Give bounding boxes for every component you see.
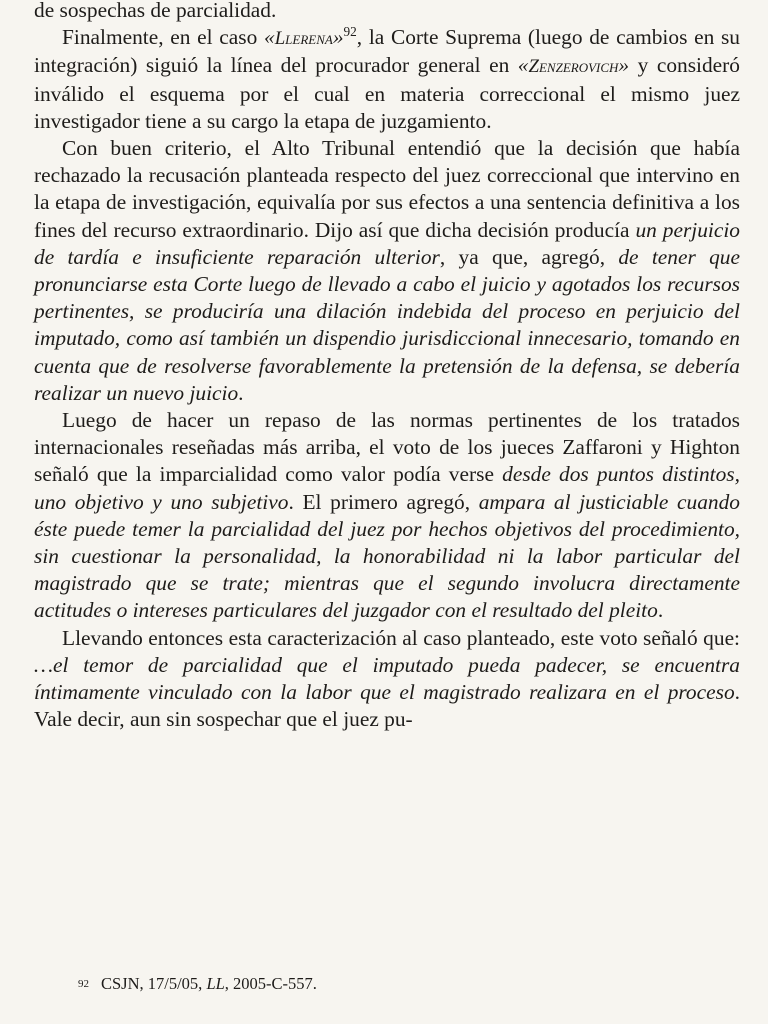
text-run: . (657, 598, 664, 623)
footnote (78, 974, 317, 994)
case-name: Zenzerovich (528, 56, 619, 78)
text-run: Llevando entonces esta caracterización al caso planteado, este voto señaló que: (62, 625, 740, 650)
paragraph (34, 24, 740, 135)
paragraph (34, 407, 740, 625)
text-run: Con buen criterio, el Alto Tribunal entendió que la decisión que había rechazado la recusación planteada respecto del juez correccional que intervino en la etapa de investigación, equivalía por sus efectos a una sentencia definitiva a los fines del recurso extraordinario. Dijo así que dicha decisión producía (34, 136, 740, 242)
italic-text: …el temor de parcialidad que el imputado pueda padecer, se encuentra íntimamente vinculado con la labor que el magistrado realizara en el proceso (34, 652, 740, 705)
text-run: de sospechas de parcialidad. (34, 0, 277, 22)
italic-text: « (517, 53, 529, 78)
text-run: , 2005-C-557. (224, 974, 317, 993)
italic-text: de tener que pronunciarse esta Corte luego de llevado a cabo el juicio y agotados los recursos pertinentes, se produciría una dilación indebida del proceso en perjuicio del imputado, como así también un dispendio jurisdiccional innecesario, tomando en cuenta que de resolverse favorablemente la pretensión de la defensa, se debería realizar un nuevo juicio (34, 244, 740, 405)
body-text (34, 0, 740, 733)
footnote-reference: 92 (343, 24, 357, 40)
text-run: . Vale decir, aun sin sospechar que el juez pu- (34, 680, 740, 732)
text-run: . El primero agregó, (288, 489, 479, 514)
italic-text: ampara al justiciable cuando éste puede temer la parcialidad del juez por hechos objetivos del procedimiento, sin cuestionar la personalidad, la honorabilidad ni la labor particular del magistrado que se trate; mientras que el segundo involucra directamente actitudes o intereses particulares del juzgador con el resultado del pleito (34, 489, 740, 623)
text-run: Finalmente, en el caso (62, 25, 264, 50)
text-run: y consideró inválido el esquema por el cual en materia correccional el mismo juez investigador tiene a su cargo la etapa de juzgamiento. (34, 53, 740, 133)
case-name: Llerena (274, 28, 333, 50)
footnote-text (101, 974, 317, 993)
italic-text: » (618, 53, 630, 78)
text-run: CSJN, 17/5/05, (101, 974, 207, 993)
italic-text: desde dos puntos distintos, uno objetivo y uno subjetivo (34, 462, 740, 514)
italic-text: » (332, 25, 344, 50)
text-run: . (238, 380, 244, 405)
italic-text: un perjuicio de tardía e insuficiente reparación ulterior (34, 217, 741, 269)
paragraph (34, 135, 740, 407)
italic-text: LL (206, 974, 225, 993)
paragraph (34, 0, 740, 24)
paragraph (34, 625, 740, 734)
footnote-number: 92 (78, 978, 89, 990)
text-run: Luego de hacer un repaso de las normas pertinentes de los tratados internacionales reseñadas más arriba, el voto de los jueces Zaffaroni y Highton señaló que la imparcialidad como valor podía verse (34, 408, 740, 487)
text-run: , ya que, agregó, (439, 244, 619, 269)
italic-text: « (263, 25, 275, 50)
text-run: , la Corte Suprema (luego de cambios en su integración) siguió la línea del procurador general en (34, 25, 740, 78)
